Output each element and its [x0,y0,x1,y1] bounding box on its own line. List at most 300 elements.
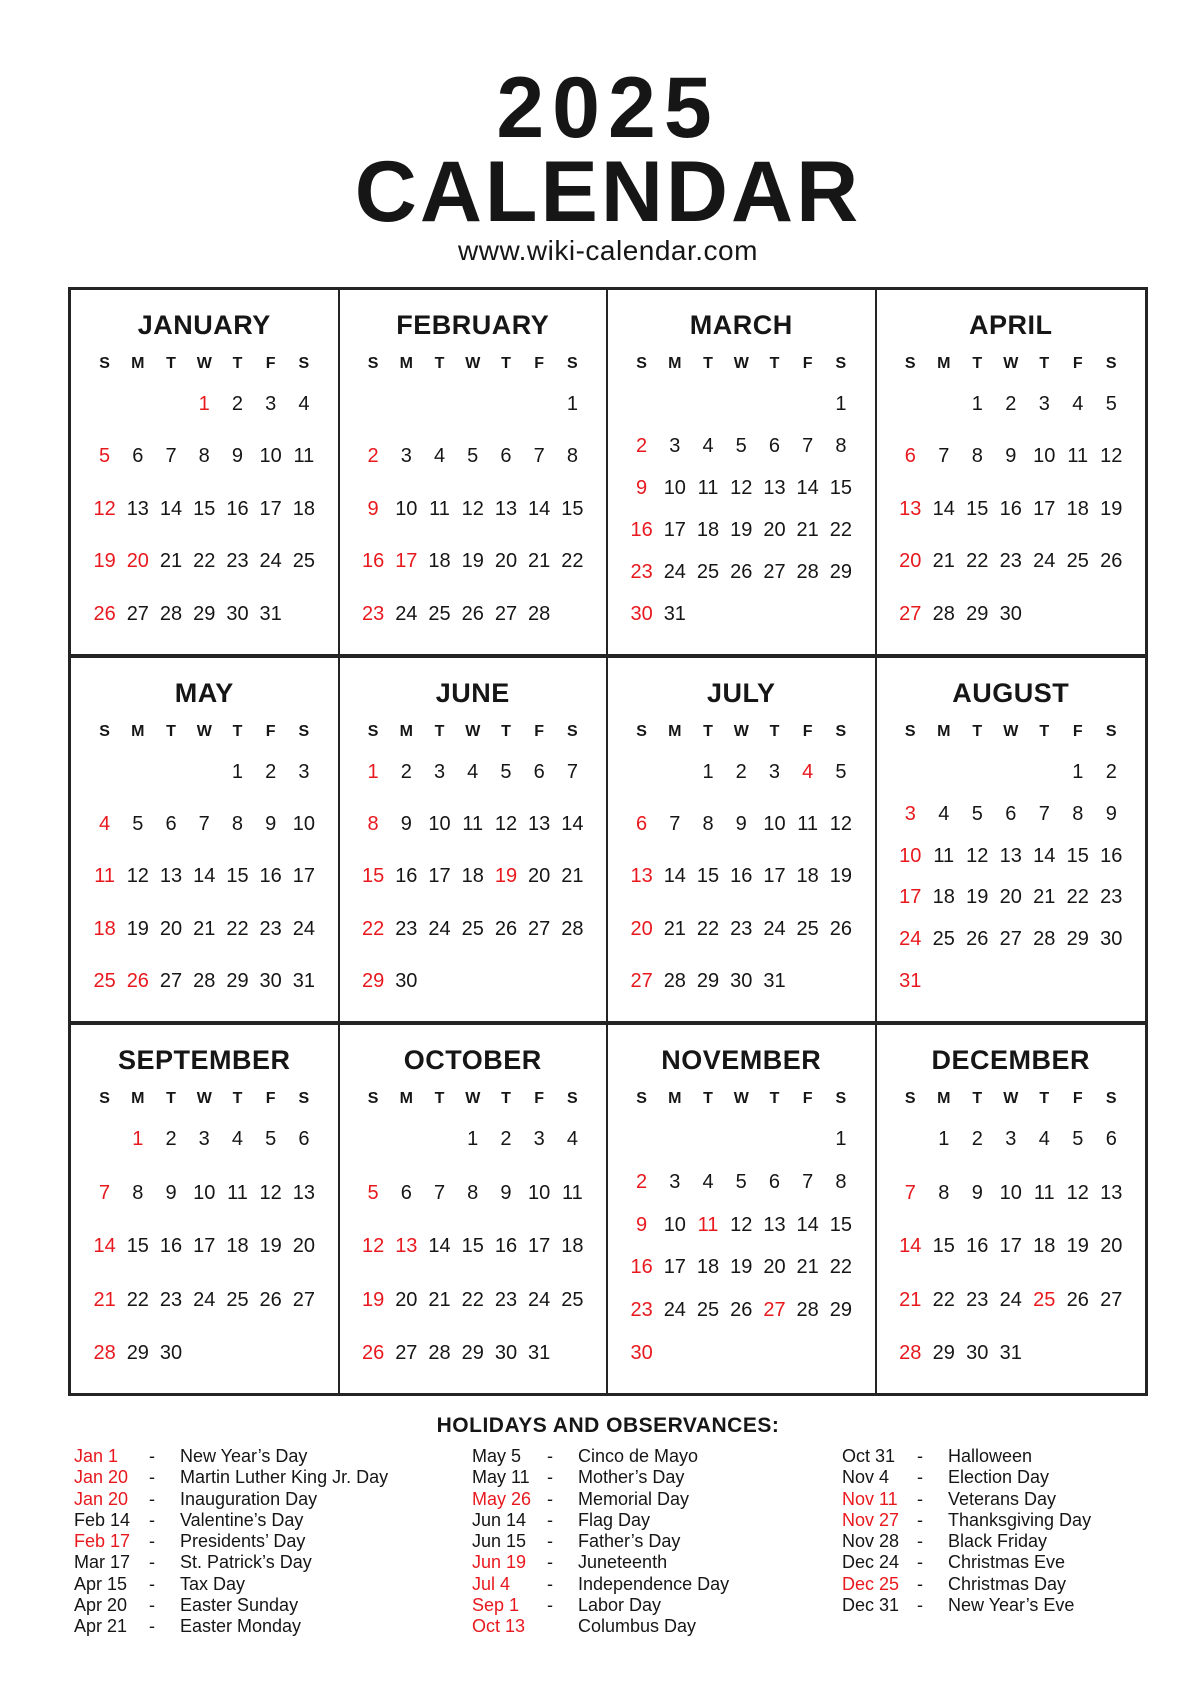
date-number: 4 [802,760,814,783]
date-number: 27 [899,602,922,625]
weekday-letter: F [265,355,276,372]
date-number: 5 [735,1171,747,1194]
holiday-date: Jan 20 [74,1467,129,1488]
holiday-separator: - [149,1552,155,1573]
date-number: 2 [500,1128,512,1151]
date-number: 15 [1066,844,1089,867]
date-number: 26 [1100,550,1123,573]
weekday-letter: M [131,722,145,740]
holiday-name: Presidents’ Day [180,1531,306,1552]
date-number: 7 [433,1181,446,1204]
weekday-letter: T [1039,1090,1050,1108]
weekday-letter: W [733,722,749,740]
weekday-letter: S [904,355,916,372]
date-number: 5 [265,1128,277,1151]
holiday-separator: - [547,1446,553,1466]
date-number: 9 [265,813,277,836]
date-number: 7 [198,813,210,836]
date-number: 24 [899,928,922,951]
date-number: 30 [1100,928,1123,951]
date-number: 26 [966,928,989,951]
holiday-date: May 26 [472,1488,532,1509]
date-number: 22 [1066,886,1089,909]
date-number: 24 [663,560,686,583]
date-number: 17 [663,518,686,541]
holiday-name: Father’s Day [578,1531,681,1552]
date-number: 27 [630,970,653,993]
date-number: 14 [428,1235,451,1258]
date-number: 13 [763,476,786,499]
date-number: 25 [1033,1288,1056,1311]
date-number: 25 [696,1299,720,1322]
holiday-name: Tax Day [180,1573,246,1594]
date-number: 12 [1066,1181,1089,1204]
date-number: 9 [1005,445,1017,468]
date-number: 19 [730,1256,753,1279]
date-number: 9 [400,813,412,836]
holiday-date: Jan 1 [74,1446,119,1466]
date-number: 16 [630,1256,653,1279]
date-number: 14 [796,476,819,499]
weekday-letter: F [534,722,545,740]
date-number: 2 [971,1128,983,1151]
holiday-separator: - [149,1509,155,1530]
holiday-entry [472,1531,729,1552]
date-number: 8 [231,813,244,836]
holiday-separator: - [149,1616,155,1637]
holiday-date: Jun 14 [472,1509,527,1530]
date-number: 30 [630,1341,653,1364]
date-number: 29 [966,602,989,625]
holiday-entry [842,1595,1091,1616]
weekday-letter: W [1003,722,1019,740]
date-number: 6 [768,434,781,457]
holiday-date: Jun 19 [472,1552,527,1573]
date-number: 26 [361,1341,385,1364]
date-number: 18 [932,886,955,909]
date-number: 1 [835,1128,847,1151]
date-number: 1 [971,393,983,415]
holiday-entry [842,1531,1091,1552]
date-number: 28 [428,1341,451,1364]
holiday-entry [842,1574,1091,1595]
date-number: 2 [400,760,412,783]
date-number: 13 [899,497,922,520]
weekday-letter: S [367,722,379,740]
date-number: 31 [999,1341,1022,1364]
date-number: 2 [636,1171,648,1194]
holiday-name: Cinco de Mayo [578,1446,699,1466]
date-number: 17 [193,1235,216,1258]
date-number: 4 [231,1128,244,1151]
holiday-date: Jun 15 [472,1531,527,1552]
weekday-letter: W [1003,355,1019,372]
weekday-letter: M [668,722,682,740]
date-number: 23 [966,1288,989,1311]
holiday-entry [74,1574,388,1595]
weekday-letter: T [703,722,713,740]
weekday-letter: F [802,355,813,372]
date-number: 1 [367,760,379,783]
date-number: 27 [1100,1288,1123,1311]
date-number: 12 [730,476,753,499]
date-number: 19 [461,550,484,573]
holiday-date: Apr 20 [74,1595,128,1616]
date-number: 17 [259,497,282,520]
date-number: 23 [259,917,282,940]
date-number: 23 [630,560,653,583]
date-number: 18 [1066,497,1089,520]
date-number: 13 [528,813,551,836]
holiday-entry [74,1552,388,1573]
holiday-separator: - [917,1446,923,1466]
date-number: 29 [193,602,216,625]
date-number: 9 [367,497,379,520]
date-number: 20 [899,550,922,573]
date-number: 24 [999,1288,1022,1311]
date-number: 5 [835,760,847,783]
date-number: 15 [829,476,853,499]
date-number: 3 [265,393,277,415]
holiday-date: May 11 [472,1467,530,1488]
weekday-letter: T [501,355,511,372]
date-number: 18 [461,865,484,888]
holiday-entry [74,1510,388,1531]
date-number: 25 [461,917,484,940]
date-number: 19 [259,1235,282,1258]
date-number: 18 [796,865,819,888]
date-number: 26 [730,560,753,583]
date-number: 1 [1072,760,1084,783]
date-number: 29 [932,1341,955,1364]
date-number: 5 [367,1181,379,1204]
weekday-letter: T [769,722,780,740]
date-number: 4 [1072,393,1084,415]
date-number: 13 [159,865,183,888]
date-number: 11 [1067,445,1089,468]
date-number: 14 [159,497,183,520]
holiday-separator: - [149,1595,155,1616]
date-number: 30 [730,970,753,993]
month-name: AUGUST [952,677,1070,708]
holiday-separator: - [149,1573,155,1594]
date-number: 3 [669,1171,681,1194]
holiday-date: Apr 15 [74,1573,128,1594]
date-number: 7 [938,445,950,468]
holiday-column-2 [472,1446,729,1638]
date-number: 17 [428,865,451,888]
date-number: 8 [938,1181,950,1204]
date-number: 5 [735,434,747,457]
date-number: 3 [533,1128,545,1151]
date-number: 23 [999,550,1022,573]
weekday-letter: S [835,355,847,372]
holiday-separator: - [917,1531,923,1552]
date-number: 8 [566,445,578,468]
date-number: 10 [292,813,316,836]
weekday-letter: S [298,355,310,372]
date-number: 13 [630,865,653,888]
date-number: 28 [796,560,819,583]
date-number: 14 [193,865,216,888]
weekday-letter: S [835,722,847,740]
date-number: 29 [126,1341,149,1364]
date-number: 30 [159,1341,183,1364]
date-number: 10 [663,476,686,499]
weekday-letter: F [1072,355,1083,372]
date-number: 23 [1100,886,1123,909]
date-number: 20 [763,518,786,541]
weekday-letter: S [567,722,578,740]
date-number: 31 [259,602,282,625]
month-name: FEBRUARY [396,310,550,340]
date-number: 2 [735,760,747,783]
holiday-entry [74,1595,388,1616]
weekday-letter: T [769,355,780,372]
date-number: 7 [802,1171,814,1194]
date-number: 28 [159,602,183,625]
date-number: 19 [730,518,753,541]
date-number: 29 [1066,928,1089,951]
month-name: MARCH [689,310,793,340]
date-number: 27 [763,560,786,583]
date-number: 3 [433,760,446,783]
weekday-letter: M [937,722,951,740]
holiday-entry [472,1467,729,1488]
date-number: 16 [395,865,418,888]
holiday-name: Easter Sunday [180,1595,299,1616]
date-number: 10 [663,1213,686,1236]
holiday-entry [842,1552,1091,1573]
month-name: JUNE [435,677,510,708]
holiday-date: Nov 27 [842,1509,900,1530]
date-number: 24 [193,1288,216,1311]
date-number: 5 [99,445,111,468]
weekday-letter: M [131,355,145,372]
date-number: 26 [126,970,149,993]
date-number: 9 [735,813,747,836]
weekday-letter: M [668,355,682,372]
holiday-date: May 5 [472,1446,522,1466]
date-number: 15 [966,497,989,520]
date-number: 23 [226,550,249,573]
date-number: 30 [395,970,418,993]
date-number: 16 [226,497,249,520]
holiday-name: St. Patrick’s Day [180,1552,312,1573]
weekday-letter: S [835,1090,847,1108]
weekday-letter: T [972,722,983,740]
date-number: 6 [132,445,144,468]
date-number: 13 [1100,1181,1123,1204]
date-number: 26 [461,602,484,625]
date-number: 28 [796,1299,819,1322]
date-number: 9 [636,476,648,499]
date-number: 2 [1105,760,1117,783]
date-number: 5 [500,760,512,783]
month-name: DECEMBER [931,1045,1090,1076]
date-number: 8 [198,445,210,468]
date-number: 19 [829,865,853,888]
date-number: 19 [966,886,989,909]
date-number: 23 [494,1288,518,1311]
weekday-letter: S [99,355,110,372]
date-number: 28 [193,970,216,993]
date-number: 6 [298,1128,310,1151]
date-number: 3 [198,1128,210,1151]
date-number: 6 [533,760,545,783]
holiday-date: Dec 24 [842,1552,900,1573]
holiday-separator: - [917,1573,923,1594]
holiday-entry [472,1489,729,1510]
date-number: 8 [367,813,379,836]
date-number: 21 [93,1288,116,1311]
holiday-entry [842,1510,1091,1531]
holiday-name: Easter Monday [180,1616,302,1637]
weekday-letter: T [972,1090,983,1108]
date-number: 23 [361,602,385,625]
date-number: 10 [899,844,922,867]
date-number: 17 [528,1235,551,1258]
date-number: 24 [428,917,451,940]
date-number: 25 [226,1288,249,1311]
weekday-letter: M [399,722,413,740]
date-number: 21 [193,917,216,940]
date-number: 24 [1033,550,1056,573]
date-number: 11 [462,813,484,836]
holiday-column-1 [74,1446,388,1638]
date-number: 28 [528,602,551,625]
date-number: 12 [966,844,989,867]
date-number: 27 [999,928,1022,951]
weekday-letter: S [904,1090,916,1108]
weekday-letter: F [802,1090,813,1108]
weekday-letter: W [1003,1090,1019,1108]
date-number: 17 [395,550,418,573]
holiday-separator: - [917,1467,923,1488]
holiday-name: Election Day [948,1467,1050,1488]
date-number: 23 [730,917,753,940]
date-number: 8 [971,445,983,468]
date-number: 21 [528,550,551,573]
date-number: 4 [467,760,479,783]
date-number: 14 [796,1213,819,1236]
date-number: 29 [226,970,249,993]
holiday-name: Mother’s Day [578,1467,685,1488]
date-number: 12 [829,813,853,836]
date-number: 7 [165,445,177,468]
date-number: 13 [494,497,518,520]
date-number: 7 [533,445,545,468]
holiday-entry [842,1467,1091,1488]
weekday-letter: F [534,1090,545,1108]
date-number: 18 [428,550,451,573]
weekday-letter: S [904,722,916,740]
weekday-letter: M [399,355,413,372]
weekday-letter: S [99,1090,110,1108]
date-number: 20 [1100,1235,1123,1258]
date-number: 12 [259,1181,282,1204]
date-number: 16 [966,1235,989,1258]
date-number: 20 [630,917,653,940]
date-number: 14 [1033,844,1056,867]
holiday-date: Oct 31 [842,1446,896,1466]
holiday-name: Inauguration Day [180,1488,318,1509]
weekday-letter: W [733,1090,749,1108]
weekday-letter: S [298,1090,310,1108]
date-number: 24 [763,917,786,940]
holiday-entry [74,1446,388,1467]
weekday-letter: M [668,1090,682,1108]
date-number: 15 [193,497,216,520]
date-number: 4 [1038,1128,1050,1151]
date-number: 17 [763,865,786,888]
month-name: NOVEMBER [661,1045,822,1076]
date-number: 6 [904,445,916,468]
weekday-letter: W [465,1090,481,1108]
date-number: 31 [528,1341,551,1364]
date-number: 15 [461,1235,484,1258]
holiday-name: Columbus Day [578,1616,697,1637]
date-number: 9 [165,1181,177,1204]
date-number: 3 [768,760,781,783]
date-number: 24 [528,1288,551,1311]
holiday-date: Feb 17 [74,1531,131,1552]
date-number: 7 [1038,802,1050,825]
date-number: 14 [663,865,686,888]
date-number: 16 [999,497,1022,520]
date-number: 1 [132,1128,144,1151]
date-number: 1 [467,1128,479,1151]
date-number: 24 [259,550,282,573]
date-number: 12 [126,865,149,888]
date-number: 3 [400,445,412,468]
weekday-letter: T [434,722,445,740]
date-number: 26 [730,1299,753,1322]
holiday-name: Halloween [948,1446,1033,1466]
holiday-separator: - [547,1552,553,1573]
holiday-name: Black Friday [948,1531,1048,1552]
date-number: 18 [561,1235,584,1258]
date-number: 5 [467,445,479,468]
date-number: 17 [999,1235,1022,1258]
date-number: 28 [932,602,955,625]
date-number: 16 [159,1235,183,1258]
date-number: 28 [93,1341,116,1364]
date-number: 20 [126,550,149,573]
date-number: 23 [395,917,418,940]
date-number: 26 [93,602,116,625]
date-number: 25 [292,550,316,573]
date-number: 2 [231,393,244,415]
holiday-separator: - [149,1488,155,1509]
holiday-entry [74,1616,388,1637]
date-number: 15 [361,865,385,888]
page-title-word: CALENDAR [354,144,862,240]
date-number: 19 [93,550,116,573]
weekday-letter: T [232,1090,243,1108]
date-number: 16 [1100,844,1123,867]
date-number: 1 [231,760,244,783]
weekday-letter: W [196,355,212,372]
weekday-letter: T [434,355,445,372]
date-number: 1 [566,393,578,415]
date-number: 25 [93,970,116,993]
date-number: 21 [663,917,686,940]
date-number: 22 [829,518,853,541]
weekday-letter: T [232,355,243,372]
holiday-name: Valentine’s Day [180,1509,304,1530]
holiday-separator: - [149,1531,155,1552]
